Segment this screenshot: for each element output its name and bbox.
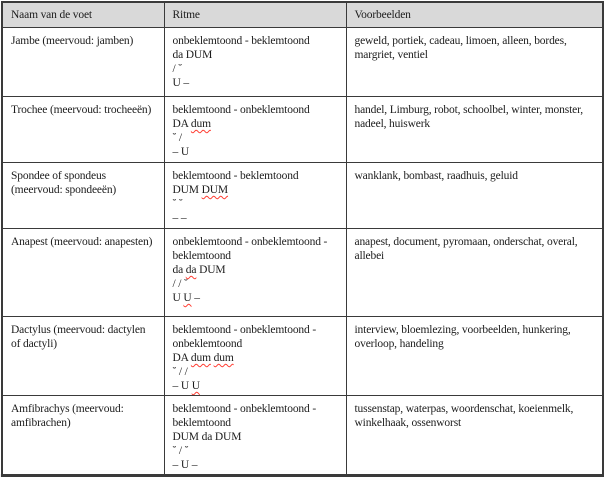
rhythm-line xyxy=(173,323,338,351)
rhythm-text: beklemtoond - onbeklemtoond - onbeklemtoond xyxy=(172,324,319,350)
column-header-voorbeelden: Voorbeelden xyxy=(346,2,603,28)
table-row xyxy=(2,163,603,229)
rhythm-text: U – xyxy=(172,77,189,89)
rhythm-line xyxy=(173,62,338,76)
rhythm-line xyxy=(173,131,338,145)
table-row xyxy=(2,396,603,476)
table-row xyxy=(2,317,603,396)
rhythm-text: / / ˘ xyxy=(172,278,188,290)
rhythm-text: DA xyxy=(172,118,191,130)
cell-rhythm xyxy=(164,28,346,97)
rhythm-text: / ˘ xyxy=(172,63,182,75)
rhythm-line xyxy=(173,291,338,305)
rhythm-line xyxy=(173,183,338,197)
rhythm-line xyxy=(173,34,338,48)
rhythm-line xyxy=(173,351,338,365)
rhythm-line xyxy=(173,430,338,444)
rhythm-text: DUM da DUM xyxy=(172,431,242,443)
spellcheck-squiggle-word: da xyxy=(185,264,197,276)
rhythm-line xyxy=(173,277,338,291)
rhythm-line xyxy=(173,379,338,393)
column-header-naam: Naam van de voet xyxy=(2,2,164,28)
rhythm-text: DUM xyxy=(172,184,202,196)
rhythm-text: – – xyxy=(172,212,187,224)
table-row xyxy=(2,28,603,97)
spellcheck-squiggle-word: dum xyxy=(190,352,211,364)
rhythm-line xyxy=(173,145,338,159)
rhythm-text: – xyxy=(191,292,200,304)
rhythm-line xyxy=(173,117,338,131)
rhythm-line xyxy=(173,444,338,458)
header-row xyxy=(2,2,603,28)
rhythm-text: – U xyxy=(172,146,189,158)
cell-examples: geweld, portiek, cadeau, limoen, alleen, bordes, margriet, ventiel xyxy=(346,28,603,97)
cell-rhythm xyxy=(164,396,346,476)
rhythm-line xyxy=(173,211,338,225)
metrical-feet-table xyxy=(1,1,604,477)
cell-foot-name: Jambe (meervoud: jamben) xyxy=(2,28,164,97)
spellcheck-squiggle-word: DUM xyxy=(201,184,229,196)
rhythm-text: DUM xyxy=(196,264,226,276)
rhythm-line xyxy=(173,263,338,277)
rhythm-text: beklemtoond - onbeklemtoond - beklemtoond xyxy=(172,403,319,429)
rhythm-line xyxy=(173,365,338,379)
spellcheck-squiggle-word: U xyxy=(183,292,192,304)
cell-rhythm xyxy=(164,97,346,163)
cell-rhythm xyxy=(164,163,346,229)
rhythm-text: onbeklemtoond - onbeklemtoond - beklemtoond xyxy=(172,236,330,262)
rhythm-text: beklemtoond - beklemtoond xyxy=(172,170,299,182)
cell-foot-name: Spondee of spondeus (meervoud: spondeeën) xyxy=(2,163,164,229)
rhythm-line xyxy=(173,48,338,62)
rhythm-line xyxy=(173,197,338,211)
rhythm-line xyxy=(173,169,338,183)
cell-examples: anapest, document, pyromaan, onderschat, overal, allebei xyxy=(346,229,603,317)
rhythm-text: da xyxy=(172,264,186,276)
rhythm-line xyxy=(173,402,338,430)
rhythm-line xyxy=(173,235,338,263)
cell-rhythm xyxy=(164,229,346,317)
cell-examples: tussenstap, waterpas, woordenschat, koeienmelk, winkelhaak, ossenworst xyxy=(346,396,603,476)
rhythm-line xyxy=(173,103,338,117)
rhythm-line xyxy=(173,76,338,90)
cell-foot-name: Dactylus (meervoud: dactylen of dactyli) xyxy=(2,317,164,396)
rhythm-text: ˘ ˘ xyxy=(172,198,183,210)
cell-foot-name: Anapest (meervoud: anapesten) xyxy=(2,229,164,317)
rhythm-text: ˘ / ˘ xyxy=(172,445,189,457)
rhythm-text: ˘ / / xyxy=(172,366,188,378)
cell-examples: interview, bloemlezing, voorbeelden, hunkering, overloop, handeling xyxy=(346,317,603,396)
table-body xyxy=(2,28,603,476)
spellcheck-squiggle-word: dum xyxy=(213,352,234,364)
cell-rhythm xyxy=(164,317,346,396)
cell-foot-name: Amfibrachys (meervoud: amfibrachen) xyxy=(2,396,164,476)
rhythm-text: onbeklemtoond - beklemtoond xyxy=(172,35,310,47)
rhythm-line xyxy=(173,458,338,472)
cell-examples: handel, Limburg, robot, schoolbel, winter, monster, nadeel, huiswerk xyxy=(346,97,603,163)
rhythm-text: beklemtoond - onbeklemtoond xyxy=(172,104,310,116)
spellcheck-squiggle-word: U xyxy=(191,380,200,392)
rhythm-text: – U – xyxy=(172,459,198,471)
rhythm-text: ˘ / xyxy=(172,132,182,144)
table-row xyxy=(2,229,603,317)
column-header-ritme: Ritme xyxy=(164,2,346,28)
cell-foot-name: Trochee (meervoud: trocheeën) xyxy=(2,97,164,163)
rhythm-text: DA xyxy=(172,352,191,364)
cell-examples: wanklank, bombast, raadhuis, geluid xyxy=(346,163,603,229)
rhythm-text: da DUM xyxy=(172,49,213,61)
spellcheck-squiggle-word: dum xyxy=(190,118,211,130)
rhythm-text: U xyxy=(172,292,184,304)
table-row xyxy=(2,97,603,163)
rhythm-text: – U xyxy=(172,380,192,392)
